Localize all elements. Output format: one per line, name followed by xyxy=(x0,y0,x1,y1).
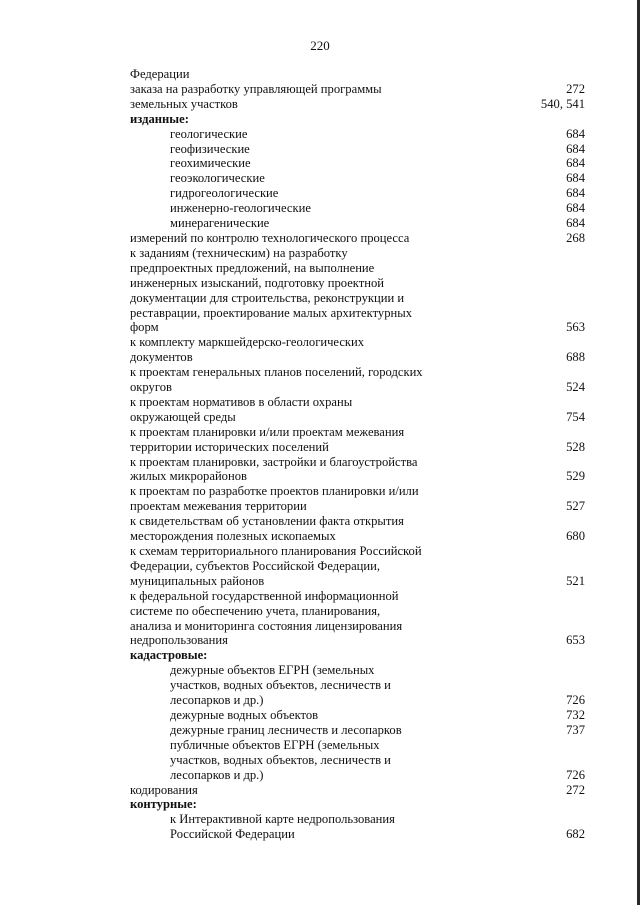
index-entry xyxy=(130,484,585,514)
index-heading xyxy=(130,797,585,812)
index-entry xyxy=(130,127,585,142)
index-entry xyxy=(130,216,585,231)
index-entry xyxy=(130,186,585,201)
index-term: заказа на разработку управляющей программы xyxy=(130,81,382,96)
index-entry xyxy=(130,455,585,485)
index-entry xyxy=(130,708,585,723)
index-entry xyxy=(130,663,585,708)
index-entry xyxy=(130,723,585,738)
index-term: контурные: xyxy=(130,797,197,812)
index-page-ref: 684 xyxy=(566,156,585,171)
index-entry xyxy=(130,395,585,425)
index-page-ref: 684 xyxy=(566,216,585,231)
index-term: к комплекту маркшейдерско-геологических документов xyxy=(130,335,365,365)
index-entry xyxy=(130,589,585,649)
index-page-ref: 272 xyxy=(566,81,585,96)
page-number: 220 xyxy=(310,38,330,53)
index-term: минерагенические xyxy=(170,216,270,231)
index-term: к Интерактивной карте недропользования Российской Федерации xyxy=(170,812,395,842)
index-entry xyxy=(130,812,585,842)
index-entry xyxy=(130,156,585,171)
index-page-ref: 754 xyxy=(566,409,585,424)
index-entry xyxy=(130,171,585,186)
index-term: к проектам планировки, застройки и благоустройства жилых микрорайонов xyxy=(130,454,418,484)
index-page-ref: 653 xyxy=(566,633,585,648)
index-page-ref: 684 xyxy=(566,126,585,141)
index-page-ref: 540, 541 xyxy=(540,96,585,111)
index-entry xyxy=(130,783,585,798)
index-page-ref: 272 xyxy=(566,782,585,797)
index-heading xyxy=(130,648,585,663)
index-term: к федеральной государственной информационной системе по обеспечению учета, планирования, анализа и мониторинга состояния лицензирования недропользования xyxy=(130,588,403,648)
index-page-ref: 726 xyxy=(566,693,585,708)
index-term: к схемам территориального планирования Российской Федерации, субъектов Российской Федерации, муниципальных районов xyxy=(130,544,422,588)
index-page-ref: 527 xyxy=(566,499,585,514)
index-page-ref: 684 xyxy=(566,201,585,216)
index-term: измерений по контролю технологического процесса xyxy=(130,230,410,245)
index-entry xyxy=(130,514,585,544)
index-page-ref: 688 xyxy=(566,350,585,365)
index-entry xyxy=(130,231,585,246)
index-term: геофизические xyxy=(170,141,250,156)
index-entry xyxy=(130,365,585,395)
index-entry xyxy=(130,738,585,783)
index-page-ref: 563 xyxy=(566,320,585,335)
index-term: геологические xyxy=(170,126,248,141)
index-entry xyxy=(130,97,585,112)
index-entry xyxy=(130,544,585,589)
index-page-ref: 682 xyxy=(566,827,585,842)
index-term: Федерации xyxy=(130,67,190,81)
index-term: публичные объектов ЕГРН (земельных участков, водных объектов, лесничеств и лесопарков и др.) xyxy=(170,737,391,782)
index-page-ref: 726 xyxy=(566,767,585,782)
index-page-ref: 737 xyxy=(566,722,585,737)
index-entry xyxy=(130,201,585,216)
index-entry xyxy=(130,67,585,82)
index-list xyxy=(130,67,585,842)
index-page-ref: 684 xyxy=(566,171,585,186)
index-entry xyxy=(130,335,585,365)
index-entry xyxy=(130,82,585,97)
index-term: кодирования xyxy=(130,782,198,797)
index-term: кадастровые: xyxy=(130,648,208,663)
index-entry xyxy=(130,425,585,455)
index-term: геохимические xyxy=(170,156,251,171)
index-term: геоэкологические xyxy=(170,171,265,186)
index-term: дежурные объектов ЕГРН (земельных участков, водных объектов, лесничеств и лесопарков и др.) xyxy=(170,663,391,708)
index-page-ref: 521 xyxy=(566,573,585,588)
index-page-ref: 732 xyxy=(566,707,585,722)
index-term: земельных участков xyxy=(130,96,238,111)
index-page-ref: 524 xyxy=(566,380,585,395)
index-term: изданные: xyxy=(130,111,189,126)
index-term: к проектам генеральных планов поселений, городских округов xyxy=(130,365,423,395)
index-page-ref: 680 xyxy=(566,529,585,544)
index-page-ref: 268 xyxy=(566,230,585,245)
index-page-ref: 684 xyxy=(566,186,585,201)
index-entry xyxy=(130,142,585,157)
index-term: дежурные границ лесничеств и лесопарков xyxy=(170,722,402,737)
index-page-ref: 684 xyxy=(566,141,585,156)
index-term: гидрогеологические xyxy=(170,186,279,201)
index-page-ref: 529 xyxy=(566,469,585,484)
index-entry xyxy=(130,246,585,335)
index-heading xyxy=(130,112,585,127)
index-page-ref: 528 xyxy=(566,439,585,454)
index-term: к заданиям (техническим) на разработку предпроектных предложений, на выполнение инженерных изысканий, подготовку проектной документации для строительства, реконструкции и реставрации, проектирование малых архитектурных форм xyxy=(130,245,413,335)
index-term: к проектам нормативов в области охраны окружающей среды xyxy=(130,394,353,424)
index-term: к проектам планировки и/или проектам межевания территории исторических поселений xyxy=(130,424,405,454)
index-term: дежурные водных объектов xyxy=(170,707,319,722)
index-term: к проектам по разработке проектов планировки и/или проектам межевания территории xyxy=(130,484,419,514)
index-term: к свидетельствам об установлении факта открытия месторождения полезных ископаемых xyxy=(130,514,404,544)
index-term: инженерно-геологические xyxy=(170,201,311,216)
